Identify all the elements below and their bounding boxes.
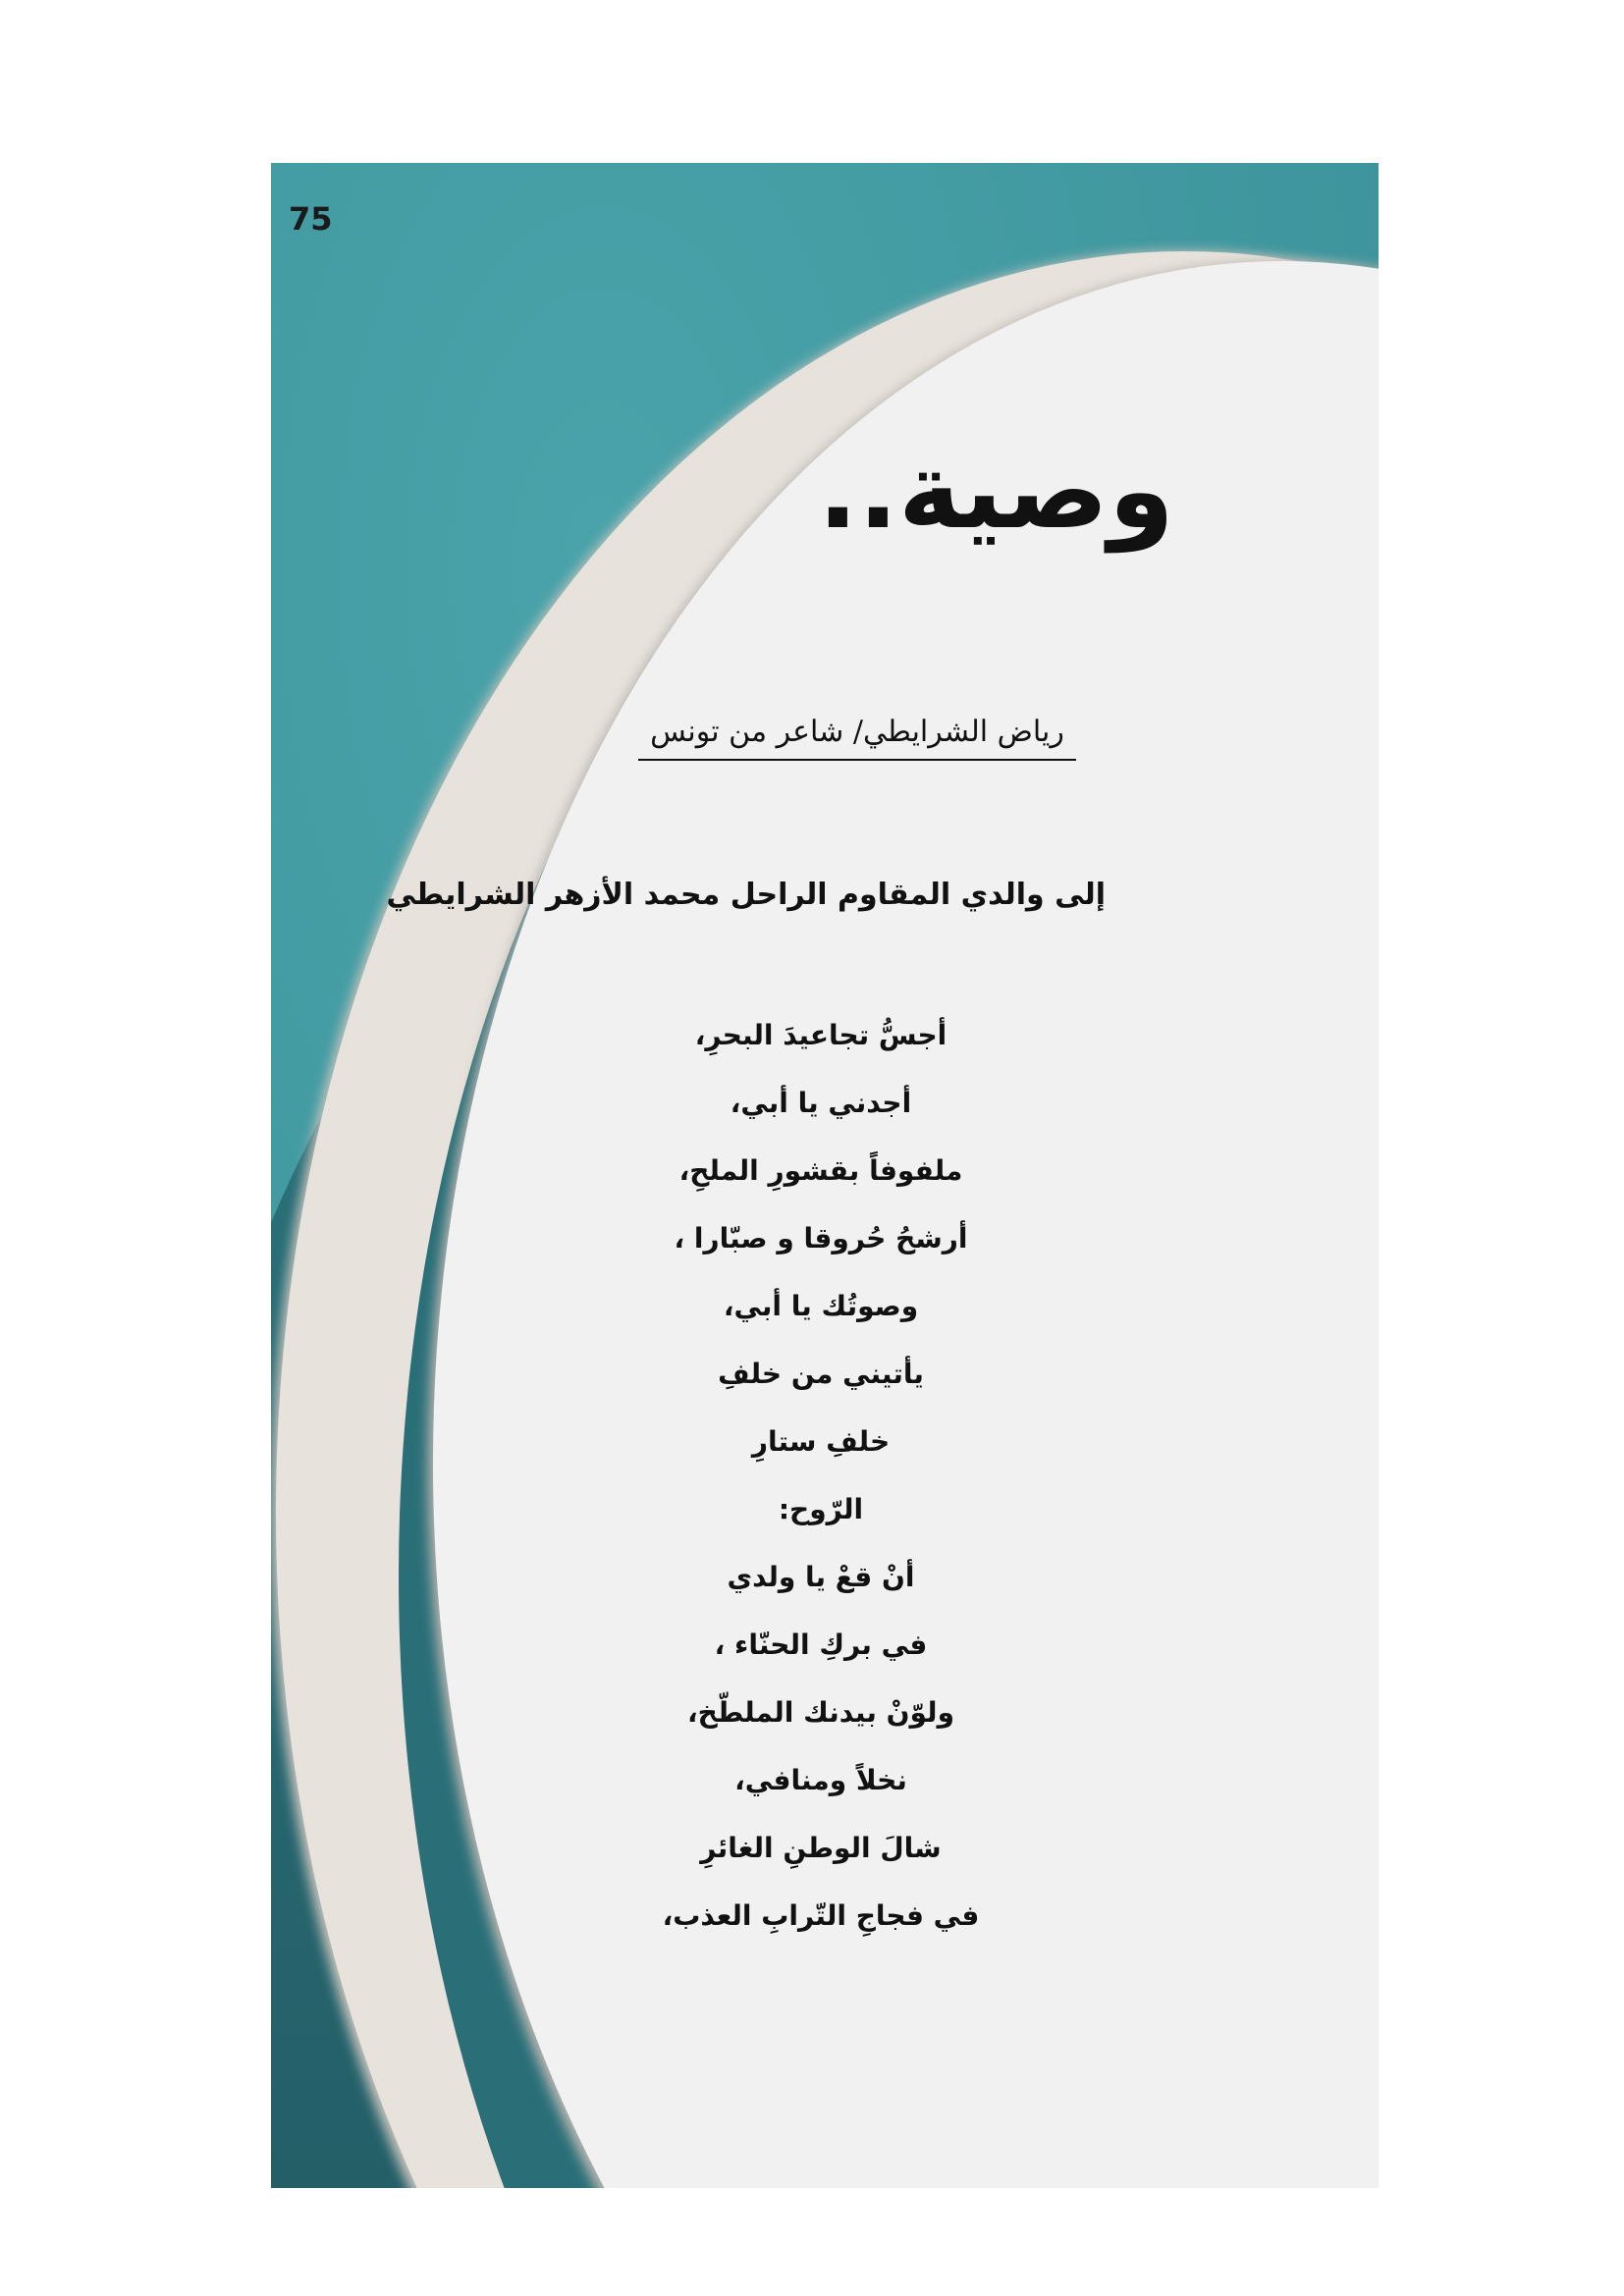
poem-line: في بركِ الحنّاء ، — [714, 1629, 928, 1661]
author-line: رياض الشرايطي/ شاعر من تونس — [638, 713, 1076, 761]
dedication: إلى والدي المقاوم الراحل محمد الأزهر الشرايطي — [386, 878, 1106, 912]
poem-line: أجسُّ تجاعيدَ البحرِ، — [694, 1019, 947, 1051]
poem-line: نخلاً ومنافي، — [734, 1764, 907, 1796]
poem-line: ملفوفاً بقشورِ الملحِ، — [678, 1154, 963, 1187]
poem-line: أرشحُ حُروقا و صبّارا ، — [674, 1222, 968, 1255]
poem-line: في فجاجِ التّرابِ العذب، — [662, 1899, 980, 1932]
poem-line: خلفِ ستارِ — [751, 1425, 891, 1458]
page-number: 75 — [289, 200, 333, 238]
poem-line: وصوتُك يا أبي، — [723, 1290, 919, 1322]
poem-line: أجدني يا أبي، — [730, 1087, 912, 1119]
page-title: وصية.. — [817, 430, 1174, 553]
poem — [566, 1001, 1076, 1949]
poem-line: الرّوح: — [778, 1493, 864, 1525]
poem-line: يأتيني من خلفِ — [718, 1358, 924, 1390]
poem-line: ولوّنْ بيدنك الملطّخ، — [687, 1696, 954, 1729]
page-panel — [271, 163, 1379, 2188]
poem-line: شالَ الوطنِ الغائرِ — [700, 1832, 942, 1864]
poem-line: أنْ قعْ يا ولدي — [727, 1561, 915, 1593]
